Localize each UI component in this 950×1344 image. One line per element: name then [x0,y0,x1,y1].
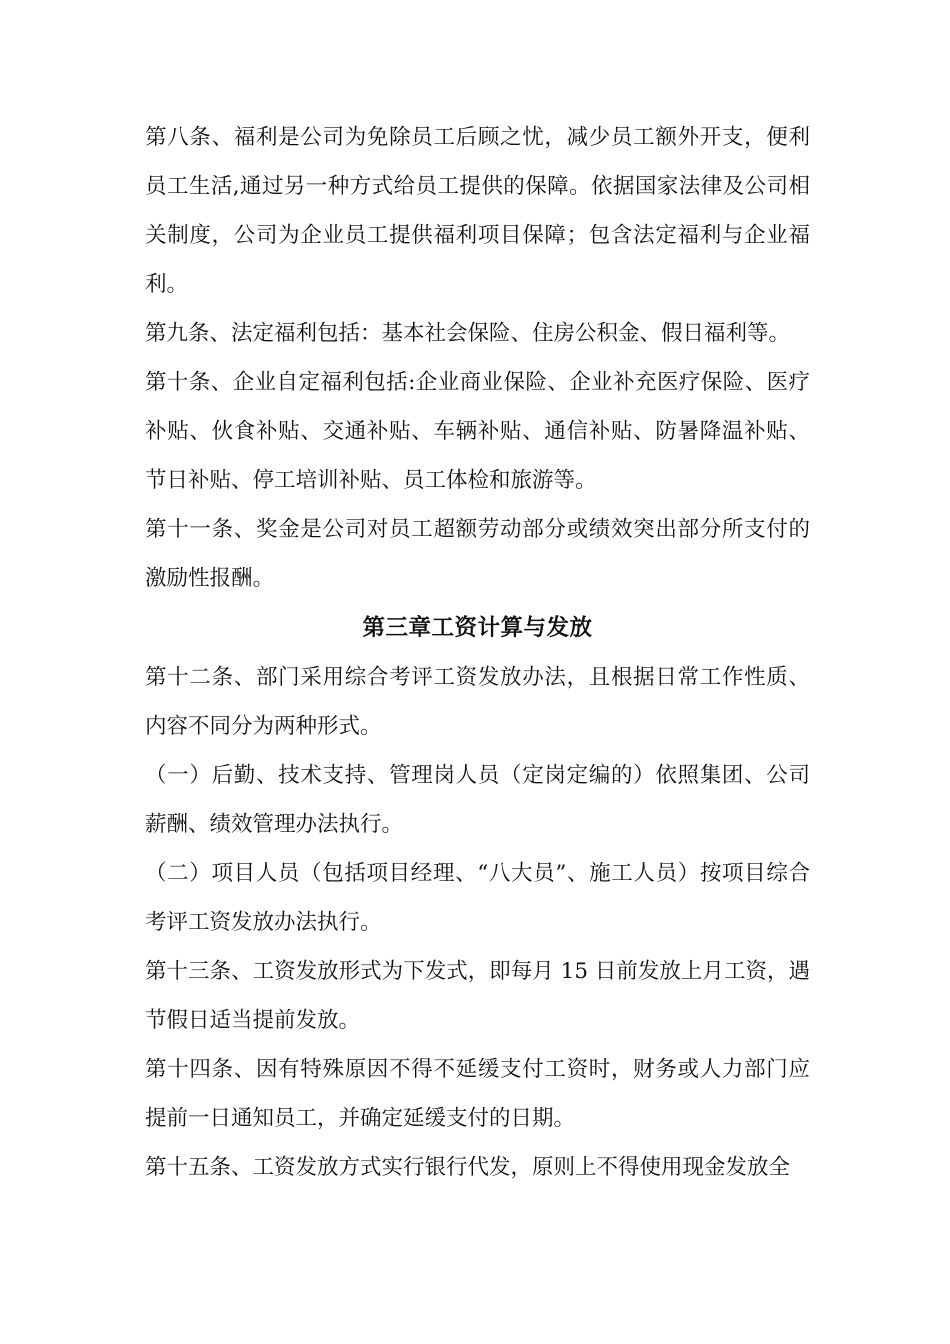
article-11: 第十一条、奖金是公司对员工超额劳动部分或绩效突出部分所支付的激励性报酬。 [145,517,810,591]
article-12-item-2: （二）项目人员（包括项目经理、“八大员”、施工人员）按项目综合考评工资发放办法执行。 [145,861,810,935]
article-8: 第八条、福利是公司为免除员工后顾之忧，减少员工额外开支，便利员工生活,通过另一种方式给员工提供的保障。依据国家法律及公司相关制度，公司为企业员工提供福利项目保障；包含法定福利与企业福利。 [145,125,810,297]
article-9: 第九条、法定福利包括：基本社会保险、住房公积金、假日福利等。 [145,321,791,346]
article-12: 第十二条、部门采用综合考评工资发放办法，且根据日常工作性质、内容不同分为两种形式。 [145,665,810,739]
article-15: 第十五条、工资发放方式实行银行代发，原则上不得使用现金发放全 [145,1155,791,1180]
article-13: 第十三条、工资发放形式为下发式，即每月 15 日前发放上月工资，遇节假日适当提前发放。 [145,959,810,1033]
article-10: 第十条、企业自定福利包括:企业商业保险、企业补充医疗保险、医疗补贴、伙食补贴、交通补贴、车辆补贴、通信补贴、防暑降温补贴、节日补贴、停工培训补贴、员工体检和旅游等。 [145,370,810,493]
article-14: 第十四条、因有特殊原因不得不延缓支付工资时，财务或人力部门应提前一日通知员工，并确定延缓支付的日期。 [145,1057,810,1131]
document-body [145,113,810,1192]
article-12-item-1: （一）后勤、技术支持、管理岗人员（定岗定编的）依照集团、公司薪酬、绩效管理办法执行。 [145,763,810,837]
chapter-heading: 第三章工资计算与发放 [362,615,593,641]
